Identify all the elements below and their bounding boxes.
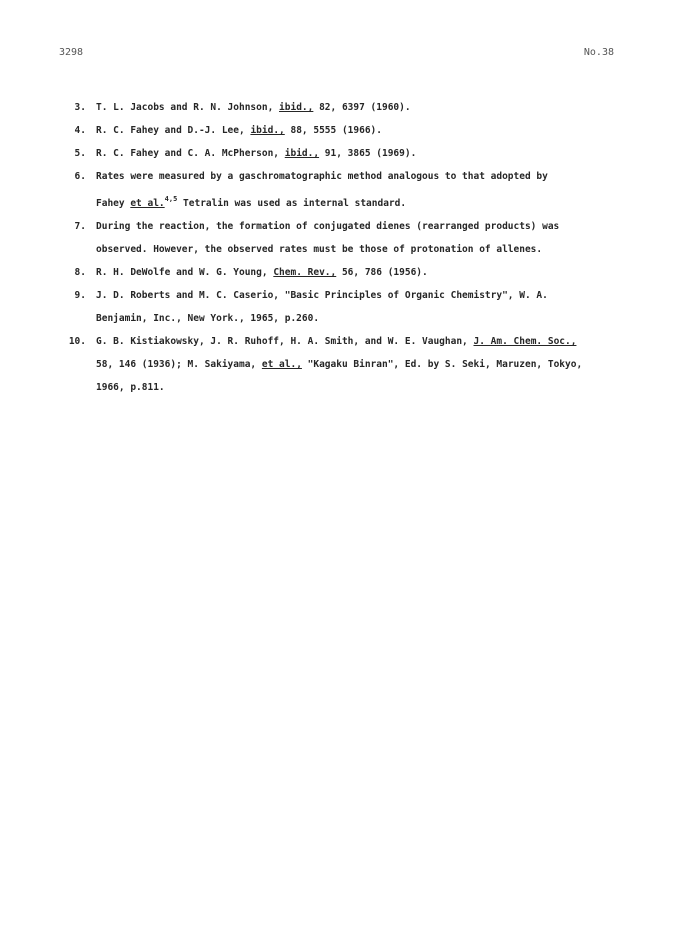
reference-item [62, 119, 622, 142]
reference-text: Tetralin was used as internal standard. [177, 198, 407, 209]
reference-line [96, 261, 622, 284]
reference-number: 6. [74, 171, 86, 182]
reference-number: 8. [74, 267, 86, 278]
reference-text: 56, 786 (1956). [336, 267, 428, 278]
reference-text: Benjamin, Inc., New York., 1965, p.260. [96, 313, 320, 324]
reference-line [96, 119, 622, 142]
issue-number: No.38 [583, 47, 614, 58]
underlined-citation: ibid., [250, 125, 285, 136]
reference-text: R. C. Fahey and D.-J. Lee, [96, 125, 251, 136]
reference-text: observed. However, the observed rates must be those of protonation of allenes. [96, 244, 543, 255]
reference-item [62, 215, 622, 261]
underlined-citation: ibid., [284, 148, 320, 159]
reference-text: 1966, p.811. [96, 382, 165, 393]
reference-text: J. D. Roberts and M. C. Caserio, "Basic Principles of Organic Chemistry", W. A. [96, 290, 548, 301]
reference-text: R. H. DeWolfe and W. G. Young, [96, 267, 274, 278]
reference-text: R. C. Fahey and C. A. McPherson, [96, 148, 285, 159]
reference-item [62, 284, 622, 330]
reference-line [96, 330, 622, 353]
reference-text: T. L. Jacobs and R. N. Johnson, [96, 102, 280, 113]
reference-line [96, 284, 622, 307]
reference-number: 7. [74, 221, 86, 232]
reference-number: 9. [74, 290, 86, 301]
reference-number: 4. [74, 125, 86, 136]
reference-text: "Kagaku Binran", Ed. by S. Seki, Maruzen, Tokyo, [301, 359, 583, 370]
reference-number: 10. [68, 336, 86, 347]
reference-item [62, 330, 622, 399]
reference-line [96, 238, 622, 261]
reference-text: Rates were measured by a gaschromatographic method analogous to that adopted by [96, 171, 548, 182]
underlined-citation: J. Am. Chem. Soc., [473, 336, 577, 347]
underlined-citation: et al., [261, 359, 302, 370]
reference-item [62, 165, 622, 215]
reference-text: 88, 5555 (1966). [284, 125, 382, 136]
reference-line [96, 307, 622, 330]
reference-text: During the reaction, the formation of conjugated dienes (rearranged products) was [96, 221, 560, 232]
reference-number: 5. [74, 148, 86, 159]
reference-line [96, 165, 622, 188]
reference-number: 3. [74, 102, 86, 113]
underlined-citation: Chem. Rev., [273, 267, 337, 278]
page-number: 3298 [59, 47, 84, 58]
reference-text: Fahey [96, 198, 131, 209]
reference-text: 91, 3865 (1969). [319, 148, 417, 159]
reference-line [96, 96, 622, 119]
reference-item [62, 261, 622, 284]
reference-text: 58, 146 (1936); M. Sakiyama, [96, 359, 262, 370]
reference-line [96, 188, 622, 215]
reference-list [62, 96, 622, 399]
reference-text: 82, 6397 (1960). [313, 102, 411, 113]
reference-line [96, 142, 622, 165]
reference-text: G. B. Kistiakowsky, J. R. Ruhoff, H. A. Smith, and W. E. Vaughan, [96, 336, 474, 347]
underlined-citation: ibid., [279, 102, 314, 113]
superscript-reference: 4,5 [164, 195, 178, 203]
reference-item [62, 96, 622, 119]
reference-item [62, 142, 622, 165]
underlined-citation: et al. [130, 198, 165, 209]
reference-line [96, 215, 622, 238]
reference-line [96, 376, 622, 399]
reference-line [96, 353, 622, 376]
